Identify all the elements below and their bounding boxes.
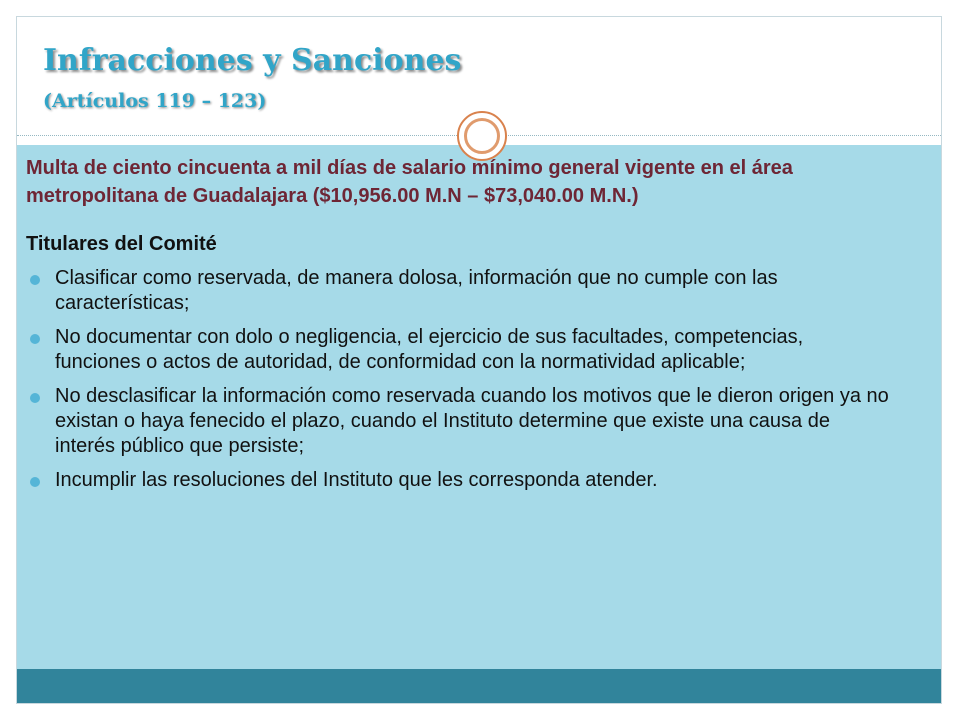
circle-ring-inner-icon: [464, 118, 500, 154]
list-item: [26, 468, 894, 493]
bullet-dot-icon: [30, 393, 40, 403]
slide-body: [26, 154, 894, 502]
list-item: [26, 384, 894, 459]
list-item-text: No desclasificar la información como reservada cuando los motivos que le dieron origen ya no existan o haya fenecido el plazo, cuando el Instituto determine que existe una causa de interés público que persiste;: [55, 385, 889, 457]
fine-description: Multa de ciento cincuenta a mil días de salario mínimo general vigente en el área metropolitana de Guadalajara ($10,956.00 M.N – $73,040.00 M.N.): [26, 157, 793, 207]
bullet-dot-icon: [30, 477, 40, 487]
section-heading: Titulares del Comité: [26, 233, 217, 255]
footer-band: [17, 669, 941, 703]
slide-title: Infracciones y Sanciones: [43, 43, 462, 78]
bullet-dot-icon: [30, 334, 40, 344]
list-item-text: No documentar con dolo o negligencia, el ejercicio de sus facultades, competencias, funciones o actos de autoridad, de conformidad con la normatividad aplicable;: [55, 326, 804, 373]
list-item-text: Clasificar como reservada, de manera dolosa, información que no cumple con las características;: [55, 267, 778, 314]
list-item: [26, 325, 894, 375]
list-item-text: Incumplir las resoluciones del Instituto que les corresponda atender.: [55, 469, 658, 491]
list-item: [26, 266, 894, 316]
bullet-dot-icon: [30, 275, 40, 285]
infraction-list: [26, 266, 894, 493]
slide-subtitle: (Artículos 119 – 123): [43, 90, 267, 112]
